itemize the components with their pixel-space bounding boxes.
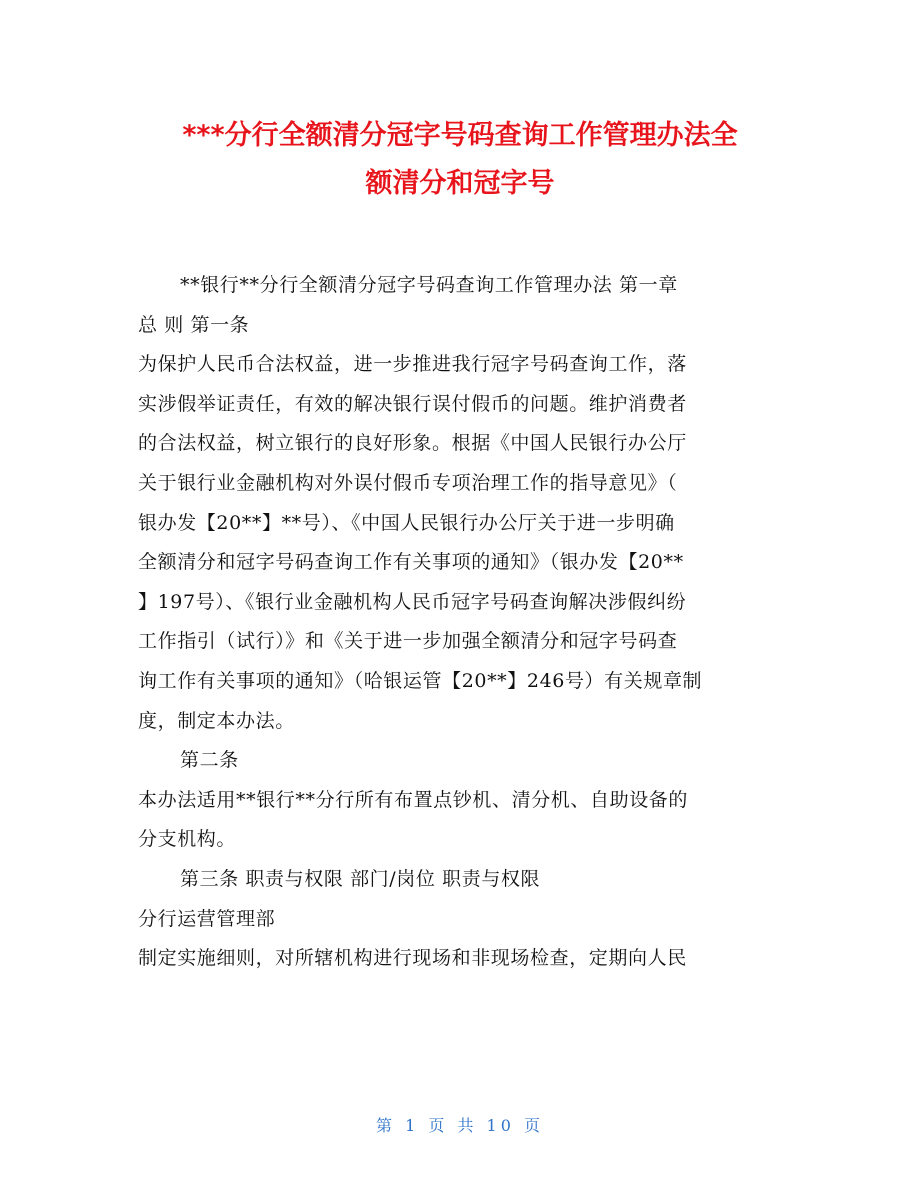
document-body — [138, 266, 788, 979]
title-line-2: 额清分和冠字号 — [365, 168, 555, 199]
body-line: 全额清分和冠字号码查询工作有关事项的通知》（银办发【20** — [138, 551, 684, 574]
page-number-footer: 第 1 页 共 10 页 — [376, 1116, 544, 1135]
body-line: 实涉假举证责任，有效的解决银行误付假币的问题。维护消费者 — [138, 392, 687, 415]
body-line: 】197号）、《银行业金融机构人民币冠字号码查询解决涉假纠纷 — [138, 590, 687, 613]
body-line: 本办法适用**银行**分行所有布置点钞机、清分机、自助设备的 — [138, 788, 689, 811]
body-line: 总 则 第一条 — [138, 313, 250, 336]
body-line: 第三条 职责与权限 部门/岗位 职责与权限 — [180, 867, 541, 890]
body-line: 分行运营管理部 — [138, 907, 276, 930]
body-line: 第二条 — [180, 749, 239, 772]
body-line: 工作指引（试行）》和《关于进一步加强全额清分和冠字号码查 — [138, 630, 678, 653]
body-line: 制定实施细则，对所辖机构进行现场和非现场检查，定期向人民 — [138, 947, 687, 970]
title-line-1: ***分行全额清分冠字号码查询工作管理办法全 — [182, 120, 738, 151]
body-line: 为保护人民币合法权益，进一步推进我行冠字号码查询工作，落 — [138, 353, 687, 376]
body-line: 的合法权益，树立银行的良好形象。根据《中国人民银行办公厅 — [138, 432, 687, 455]
body-line: **银行**分行全额清分冠字号码查询工作管理办法 第一章 — [180, 274, 678, 296]
body-line: 度，制定本办法。 — [138, 709, 295, 732]
body-line: 关于银行业金融机构对外误付假币专项治理工作的指导意见》（ — [138, 471, 678, 494]
body-line: 询工作有关事项的通知》（哈银运管【20**】246号）有关规章制 — [138, 669, 703, 692]
body-line: 分支机构。 — [138, 828, 237, 851]
body-line: 银办发【20**】**号）、《中国人民银行办公厅关于进一步明确 — [138, 511, 675, 534]
document-title — [120, 112, 800, 208]
